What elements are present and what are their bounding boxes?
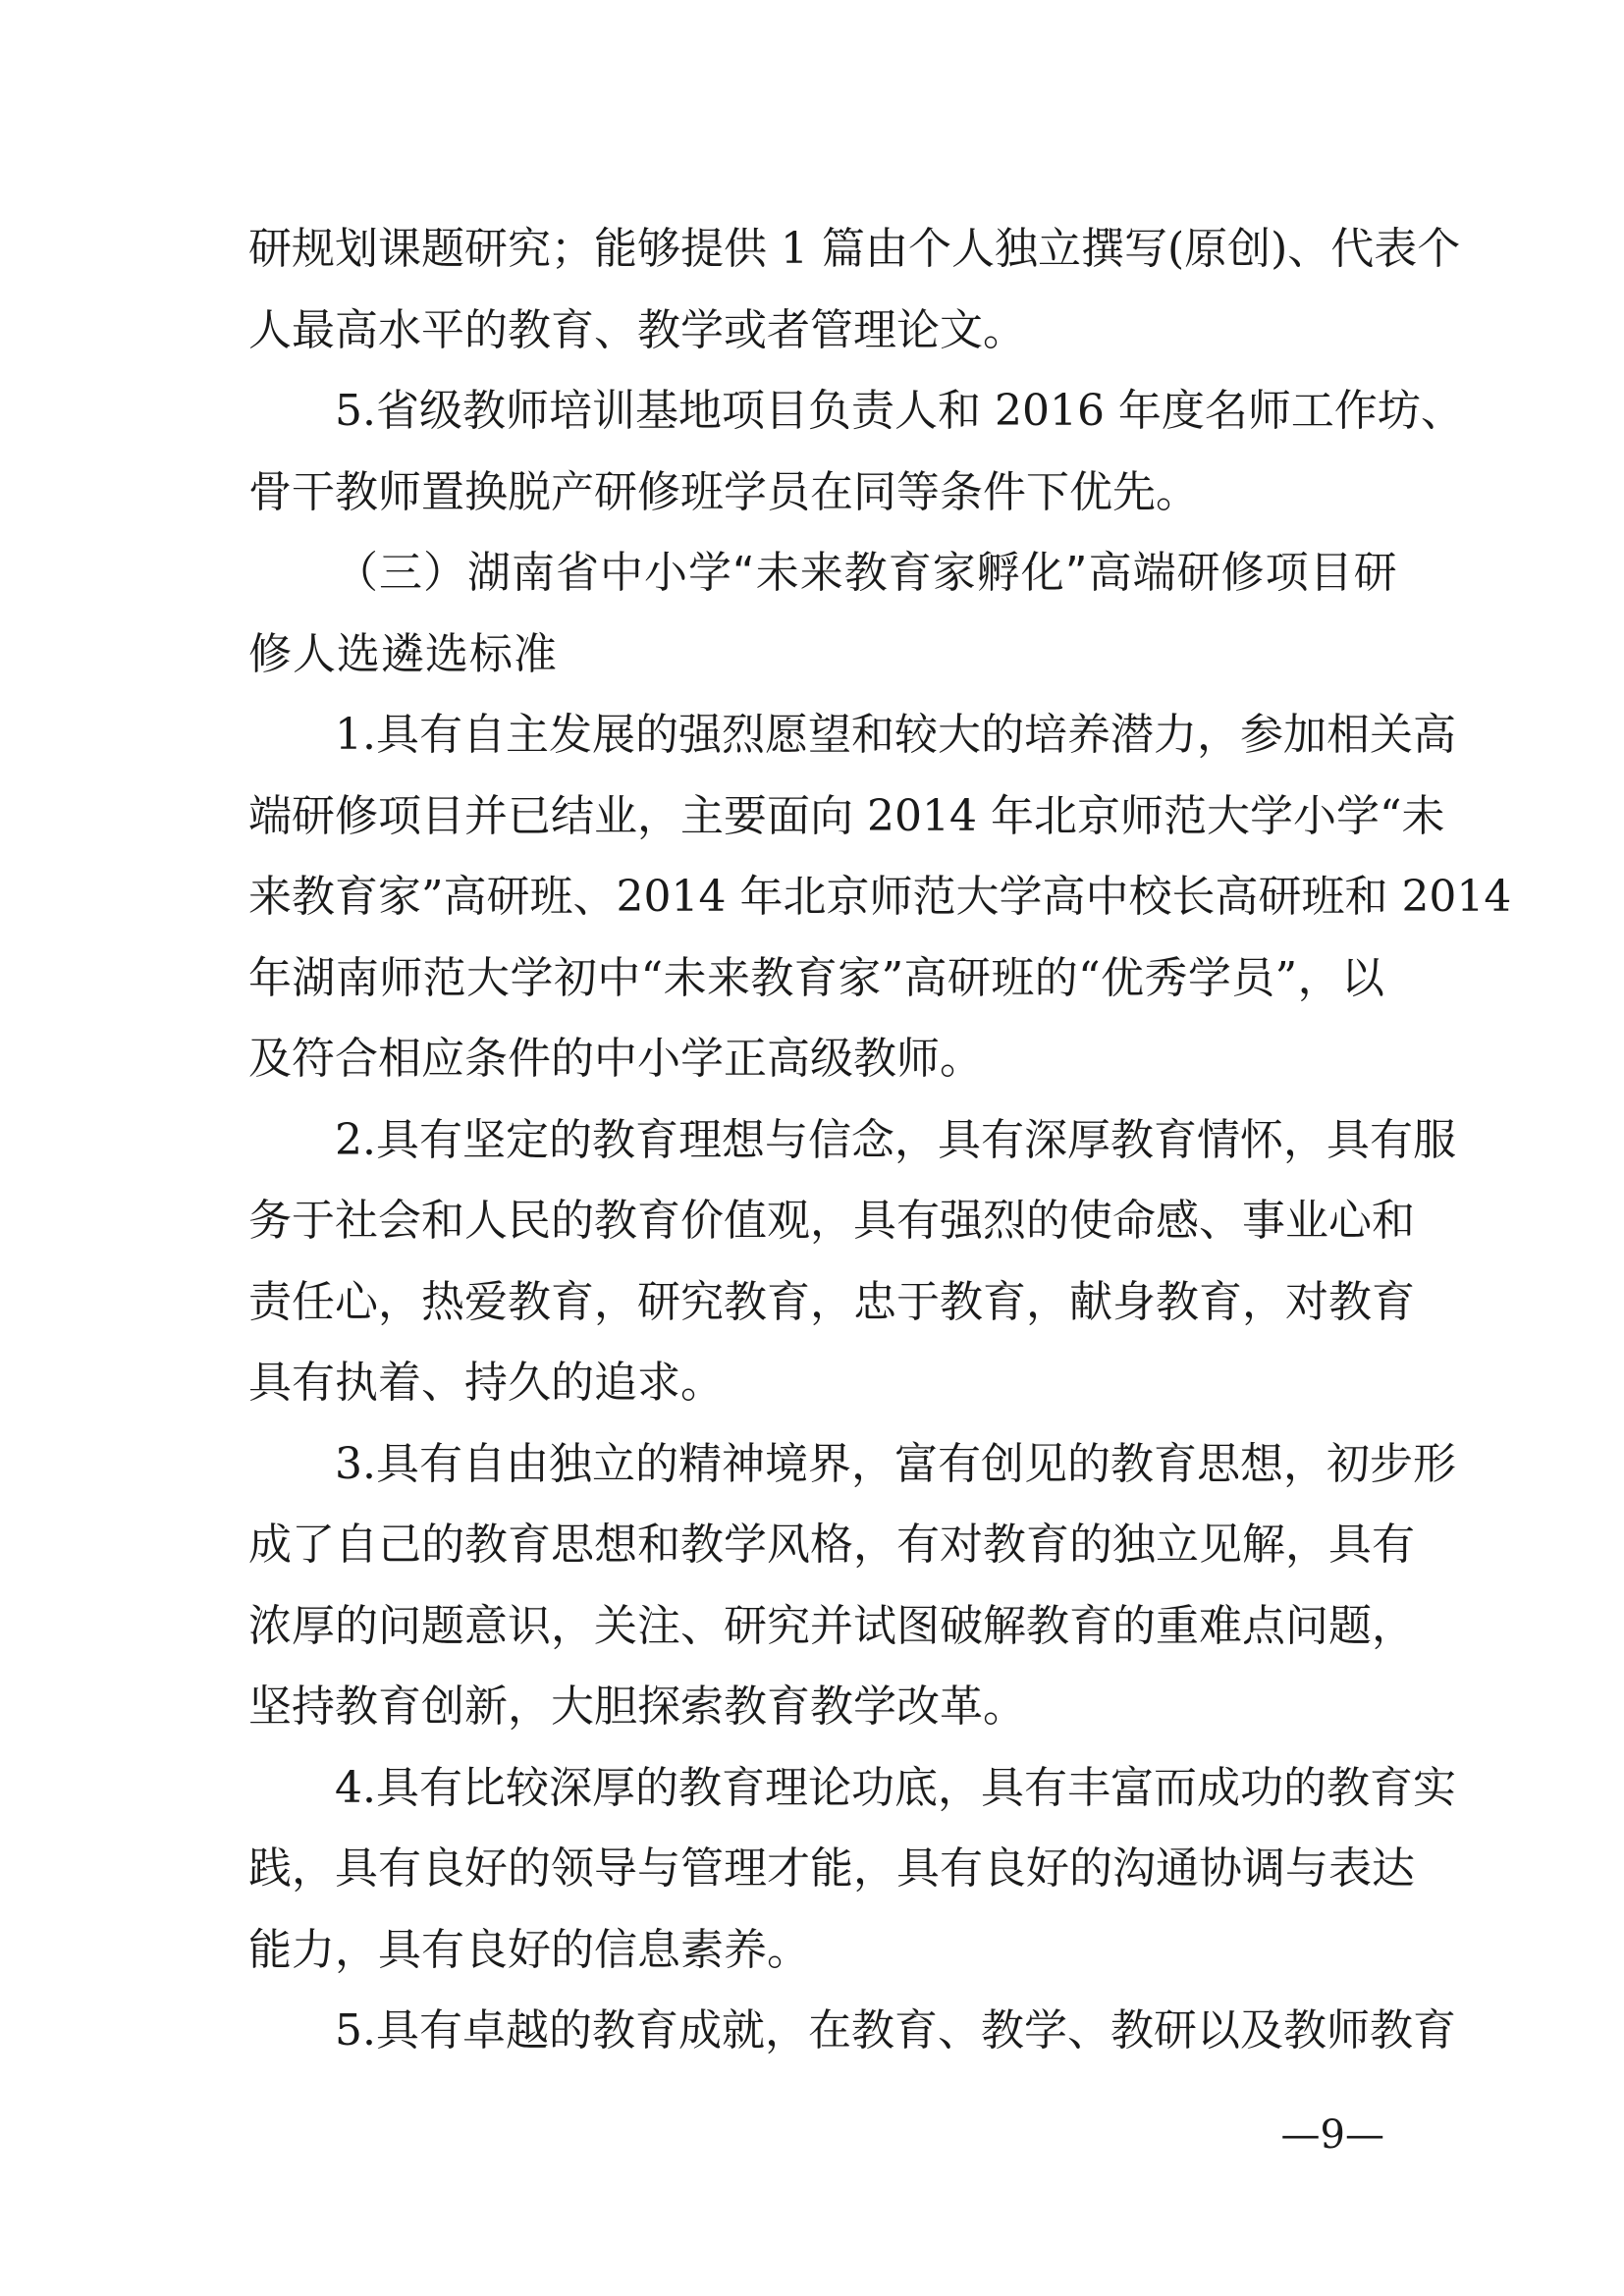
body-line: 3.具有自由独立的精神境界，富有创见的教育思想，初步形 [335, 1438, 1456, 1489]
body-line: 4.具有比较深厚的教育理论功底，具有丰富而成功的教育实 [335, 1762, 1456, 1813]
page-number: —9— [1280, 2112, 1384, 2158]
body-line: 务于社会和人民的教育价值观，具有强烈的使命感、事业心和 [248, 1196, 1415, 1246]
document-body [248, 209, 1512, 2072]
body-line: 研规划课题研究；能够提供 1 篇由个人独立撰写(原创)、代表个 [248, 224, 1461, 274]
body-line: 端研修项目并已结业，主要面向 2014 年北京师范大学小学“未 [248, 790, 1445, 841]
body-line: 践，具有良好的领导与管理才能，具有良好的沟通协调与表达 [248, 1843, 1415, 1894]
body-line: 1.具有自主发展的强烈愿望和较大的培养潜力，参加相关高 [335, 710, 1456, 760]
body-line: 5.具有卓越的教育成就，在教育、教学、教研以及教师教育 [335, 2005, 1456, 2056]
body-line: 2.具有坚定的教育理想与信念，具有深厚教育情怀，具有服 [335, 1114, 1456, 1165]
body-line: 骨干教师置换脱产研修班学员在同等条件下优先。 [248, 466, 1199, 517]
body-line: 年湖南师范大学初中“未来教育家”高研班的“优秀学员”，以 [248, 952, 1384, 1003]
section-heading-line: （三）湖南省中小学“未来教育家孵化”高端研修项目研 [335, 548, 1398, 598]
body-line: 坚持教育创新，大胆探索教育教学改革。 [248, 1682, 1026, 1732]
section-heading-line: 修人选遴选标准 [248, 628, 558, 679]
body-line: 5.省级教师培训基地项目负责人和 2016 年度名师工作坊、 [335, 386, 1464, 436]
body-line: 来教育家”高研班、2014 年北京师范大学高中校长高研班和 2014 [248, 872, 1512, 922]
body-line: 责任心，热爱教育，研究教育，忠于教育，献身教育，对教育 [248, 1276, 1415, 1327]
body-line: 人最高水平的教育、教学或者管理论文。 [248, 304, 1026, 355]
body-line: 能力，具有良好的信息素养。 [248, 1924, 810, 1975]
body-line: 具有执着、持久的追求。 [248, 1358, 724, 1408]
body-line: 浓厚的问题意识，关注、研究并试图破解教育的重难点问题， [248, 1600, 1415, 1651]
body-line: 及符合相应条件的中小学正高级教师。 [248, 1034, 983, 1084]
body-line: 成了自己的教育思想和教学风格，有对教育的独立见解，具有 [248, 1520, 1415, 1570]
